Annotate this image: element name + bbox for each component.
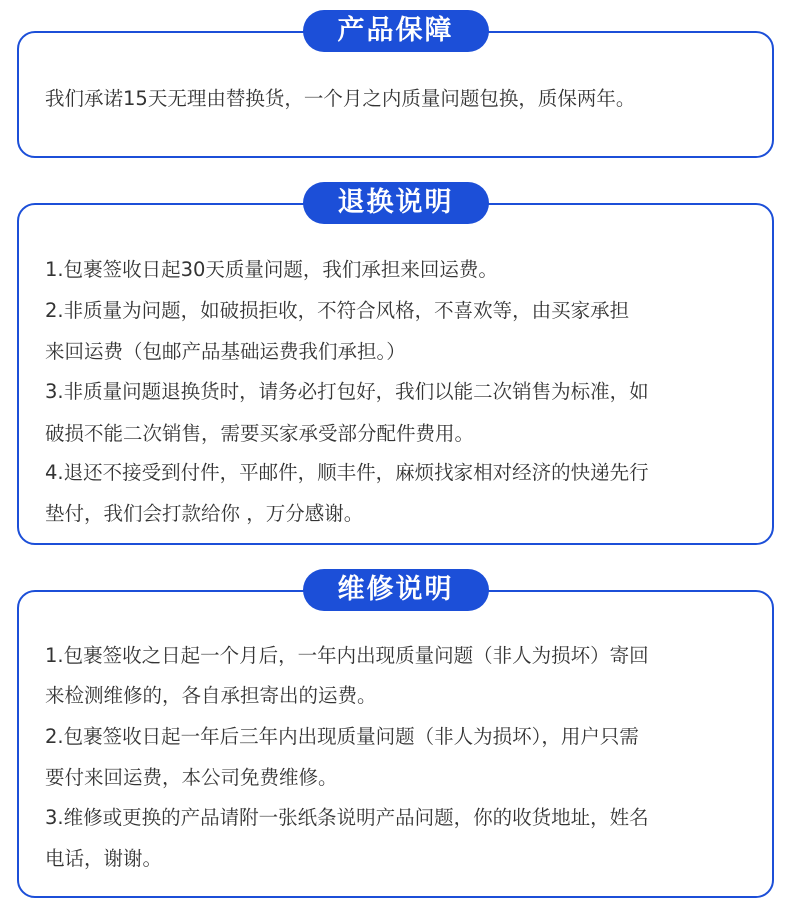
text-line: 1.包裹签收之日起一个月后，一年内出现质量问题（非人为损坏）寄回 [45, 644, 649, 667]
text-line: 来检测维修的，各自承担寄出的运费。 [45, 684, 377, 707]
text-line: 电话，谢谢。 [45, 847, 163, 870]
section-title: 退换说明 [303, 182, 489, 224]
section-title: 维修说明 [303, 569, 489, 611]
text-line: 来回运费（包邮产品基础运费我们承担。） [45, 340, 406, 363]
section-repair [17, 0, 774, 915]
text-line: 3.维修或更换的产品请附一张纸条说明产品问题，你的收货地址，姓名 [45, 806, 649, 829]
text-line: 要付来回运费，本公司免费维修。 [45, 766, 338, 789]
section-title: 产品保障 [303, 10, 489, 52]
text-line: 2.非质量为问题，如破损拒收，不符合风格，不喜欢等，由买家承担 [45, 299, 630, 322]
text-line: 垫付，我们会打款给你 ，万分感谢。 [45, 502, 364, 525]
text-line: 2.包裹签收日起一年后三年内出现质量问题（非人为损坏），用户只需 [45, 725, 639, 748]
text-line: 4.退还不接受到付件，平邮件，顺丰件，麻烦找家相对经济的快递先行 [45, 461, 649, 484]
text-line: 我们承诺15天无理由替换货，一个月之内质量问题包换，质保两年。 [45, 87, 636, 110]
text-line: 1.包裹签收日起30天质量问题，我们承担来回运费。 [45, 258, 498, 281]
text-line: 3.非质量问题退换货时，请务必打包好，我们以能二次销售为标准，如 [45, 380, 649, 403]
text-line: 破损不能二次销售，需要买家承受部分配件费用。 [45, 422, 475, 445]
